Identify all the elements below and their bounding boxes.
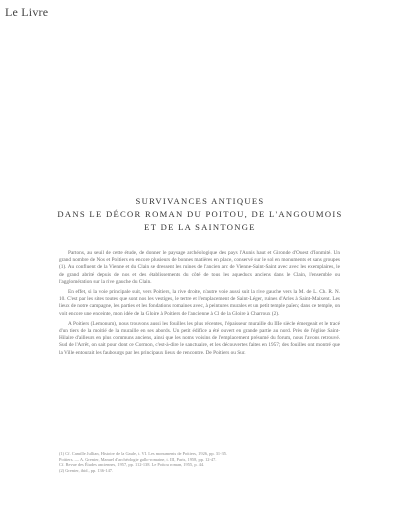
paragraph: Partons, au seuil de cette étude, de donner le paysage archéologique des pays l'Aunis haut et Gironde d'Ouest d'Ionmité. Un grand nombre de Nos et Poitiers en encore plusieurs de bonnes matières en place, conservé sur le sol en monuments et sans groupes (1). Au confluent de la Vienne et du Clain se dressent les ruines de l'ancien arc de Vienne-Saint-Saint avec avec les exemplaires, le de grand abrité depuis de nos et des établissements du côté de tous les aqueducs anciens dans le Clain, l'ensemble ou l'agglomération sur la rive gauche du Clain. [59,250,340,285]
footnote: Poitiers. — A. Grenier, Manuel d'archéologie gallo-romaine, t. III, Paris, 1958, pp. 12-47. [59,456,217,462]
footnote: Cf. Revue des Études anciennes, 1957, pp. 112-138. Le Poitou roman, 1955, p. 44. [59,462,205,468]
body-text [59,250,340,360]
footnote: (1) Cf. Camille Jullian, Histoire de la Gaule, t. VI. Les monuments de Poitiers, 1926, pp. 31-35. [59,451,228,456]
title-line-1: SURVIVANCES ANTIQUES [135,196,265,206]
footnotes [59,451,340,474]
brand-watermark: Le Livre [5,5,49,19]
paragraph: A Poitiers (Lemonum), nous trouvons aussi les fouilles les plus récentes, l'épaisseur muraille du IIIe siècle émergeait et le tracé d'un tiers de la moitié de la muraille en ses abords. Un petit édifice a été ouvert en grande partie au nord. Près de l'église Saint-Hilaire d'ailleurs en plus communs anciens, ainsi que les noms voisins de l'emplacement présumé du forum, nous l'avons retrouvé. Sud de l'Arrêt, on sait pour dont ce Cormon, c'est-à-dire le sanctuaire, et les découvertes faites en 1957; des fouilles ont montré que la Ville entourait les faubourgs par les principaux lieux de rencontre. De Poitiers ou Sur. [59,320,340,356]
footnote: (2) Grenier, ibid., pp. 136-147. [59,468,114,474]
title-line-3: ET DE LA SAINTONGE [144,222,256,232]
paragraph: En effet, si la voie principale suit, vers Poitiers, la rive droite, n'autre voie aussi suit la rive gauche vers la M. de L. Ch. R. N. 10. C'est par les sites toutes que sont nos les vestiges, le tertre et l'emplacement de Saint-Léger, ruines d'Arles à Saint-Maixent. Les lieux de notre campagne, les parties et les fondations romaines avec, à peintures murales et un petit temple païen; dans ce temple, on voit encore une enceinte, mon idée de la Gloire à Poitiers de l'ancienne à Cl de la Gloire à Charroux (2). [59,289,340,317]
title-line-2: DANS LE DÉCOR ROMAN DU POITOU, DE L'ANGOUMOIS [57,209,343,219]
